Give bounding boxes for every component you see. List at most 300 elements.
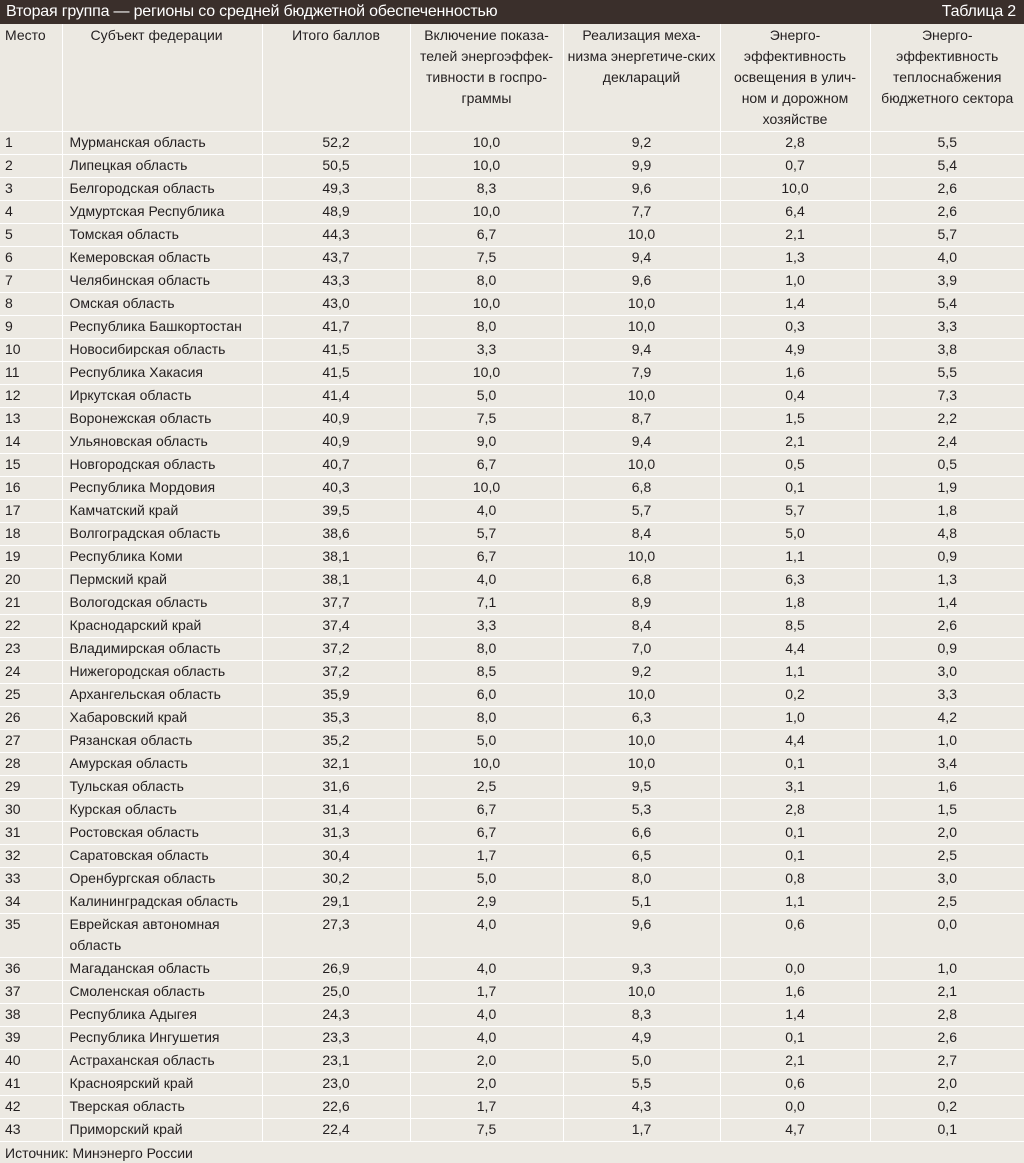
cell-declarations: 9,9 [563, 155, 720, 178]
cell-programs: 5,0 [410, 730, 563, 753]
cell-programs: 4,0 [410, 958, 563, 981]
table-row [0, 178, 1024, 201]
cell-heating: 7,3 [870, 385, 1024, 408]
cell-programs: 9,0 [410, 431, 563, 454]
cell-subject: Саратовская область [62, 845, 262, 868]
cell-declarations: 5,1 [563, 891, 720, 914]
cell-place: 40 [0, 1050, 62, 1073]
cell-lighting: 4,4 [720, 638, 870, 661]
cell-declarations: 8,4 [563, 523, 720, 546]
cell-total: 27,3 [262, 914, 410, 958]
cell-place: 42 [0, 1096, 62, 1119]
cell-heating: 3,0 [870, 661, 1024, 684]
cell-lighting: 2,8 [720, 799, 870, 822]
table-body [0, 132, 1024, 1142]
cell-subject: Калининградская область [62, 891, 262, 914]
cell-lighting: 1,6 [720, 981, 870, 1004]
cell-subject: Краснодарский край [62, 615, 262, 638]
cell-lighting: 1,1 [720, 891, 870, 914]
cell-total: 23,0 [262, 1073, 410, 1096]
cell-total: 41,5 [262, 362, 410, 385]
table-row [0, 500, 1024, 523]
cell-lighting: 0,1 [720, 753, 870, 776]
table-row [0, 958, 1024, 981]
cell-programs: 7,1 [410, 592, 563, 615]
header-programs: Включение показа-телей энергоэффек-тивности в госпро-граммы [410, 24, 563, 132]
cell-place: 4 [0, 201, 62, 224]
cell-heating: 2,5 [870, 845, 1024, 868]
cell-subject: Кемеровская область [62, 247, 262, 270]
cell-declarations: 9,6 [563, 270, 720, 293]
header-total: Итого баллов [262, 24, 410, 132]
cell-subject: Челябинская область [62, 270, 262, 293]
cell-heating: 0,0 [870, 914, 1024, 958]
cell-lighting: 1,8 [720, 592, 870, 615]
cell-programs: 2,0 [410, 1073, 563, 1096]
cell-heating: 0,1 [870, 1119, 1024, 1142]
cell-heating: 3,8 [870, 339, 1024, 362]
cell-total: 35,2 [262, 730, 410, 753]
cell-declarations: 8,3 [563, 1004, 720, 1027]
cell-total: 37,2 [262, 638, 410, 661]
cell-programs: 5,0 [410, 868, 563, 891]
cell-programs: 10,0 [410, 155, 563, 178]
cell-total: 40,7 [262, 454, 410, 477]
cell-programs: 7,5 [410, 408, 563, 431]
table-row [0, 914, 1024, 958]
cell-total: 31,4 [262, 799, 410, 822]
cell-declarations: 9,4 [563, 247, 720, 270]
cell-lighting: 1,3 [720, 247, 870, 270]
cell-subject: Республика Адыгея [62, 1004, 262, 1027]
cell-subject: Республика Мордовия [62, 477, 262, 500]
table-row [0, 661, 1024, 684]
cell-lighting: 8,5 [720, 615, 870, 638]
cell-lighting: 1,1 [720, 661, 870, 684]
cell-place: 35 [0, 914, 62, 958]
cell-place: 9 [0, 316, 62, 339]
table-row [0, 454, 1024, 477]
cell-declarations: 8,0 [563, 868, 720, 891]
cell-subject: Ростовская область [62, 822, 262, 845]
table-row [0, 431, 1024, 454]
cell-declarations: 6,8 [563, 477, 720, 500]
cell-programs: 4,0 [410, 569, 563, 592]
cell-declarations: 10,0 [563, 981, 720, 1004]
cell-subject: Рязанская область [62, 730, 262, 753]
cell-lighting: 1,5 [720, 408, 870, 431]
cell-place: 41 [0, 1073, 62, 1096]
cell-subject: Иркутская область [62, 385, 262, 408]
cell-total: 40,3 [262, 477, 410, 500]
cell-subject: Новосибирская область [62, 339, 262, 362]
table-row [0, 569, 1024, 592]
table-row [0, 362, 1024, 385]
cell-total: 52,2 [262, 132, 410, 155]
cell-total: 44,3 [262, 224, 410, 247]
cell-total: 22,6 [262, 1096, 410, 1119]
table-row [0, 201, 1024, 224]
table-row [0, 592, 1024, 615]
cell-programs: 7,5 [410, 1119, 563, 1142]
cell-place: 22 [0, 615, 62, 638]
cell-place: 39 [0, 1027, 62, 1050]
cell-heating: 1,6 [870, 776, 1024, 799]
cell-place: 1 [0, 132, 62, 155]
cell-total: 26,9 [262, 958, 410, 981]
cell-place: 23 [0, 638, 62, 661]
cell-heating: 5,5 [870, 362, 1024, 385]
cell-subject: Республика Ингушетия [62, 1027, 262, 1050]
cell-place: 26 [0, 707, 62, 730]
cell-programs: 6,7 [410, 546, 563, 569]
cell-subject: Хабаровский край [62, 707, 262, 730]
cell-declarations: 9,4 [563, 339, 720, 362]
cell-total: 38,6 [262, 523, 410, 546]
table-row [0, 1096, 1024, 1119]
cell-lighting: 6,3 [720, 569, 870, 592]
cell-declarations: 4,9 [563, 1027, 720, 1050]
cell-declarations: 9,2 [563, 132, 720, 155]
cell-subject: Удмуртская Республика [62, 201, 262, 224]
cell-place: 36 [0, 958, 62, 981]
cell-lighting: 2,1 [720, 431, 870, 454]
cell-lighting: 1,4 [720, 293, 870, 316]
cell-heating: 5,4 [870, 155, 1024, 178]
cell-programs: 6,0 [410, 684, 563, 707]
cell-lighting: 1,0 [720, 270, 870, 293]
cell-total: 39,5 [262, 500, 410, 523]
cell-total: 23,3 [262, 1027, 410, 1050]
cell-programs: 2,9 [410, 891, 563, 914]
table-row [0, 523, 1024, 546]
cell-subject: Пермский край [62, 569, 262, 592]
cell-programs: 4,0 [410, 1004, 563, 1027]
cell-heating: 3,3 [870, 316, 1024, 339]
cell-total: 38,1 [262, 569, 410, 592]
cell-subject: Ульяновская область [62, 431, 262, 454]
cell-programs: 6,7 [410, 799, 563, 822]
table-row [0, 753, 1024, 776]
cell-programs: 3,3 [410, 615, 563, 638]
cell-heating: 5,5 [870, 132, 1024, 155]
cell-place: 19 [0, 546, 62, 569]
cell-declarations: 5,7 [563, 500, 720, 523]
cell-subject: Мурманская область [62, 132, 262, 155]
cell-heating: 3,4 [870, 753, 1024, 776]
cell-total: 40,9 [262, 408, 410, 431]
cell-programs: 6,7 [410, 822, 563, 845]
cell-programs: 8,0 [410, 638, 563, 661]
cell-total: 41,7 [262, 316, 410, 339]
cell-place: 27 [0, 730, 62, 753]
cell-place: 30 [0, 799, 62, 822]
cell-heating: 2,6 [870, 178, 1024, 201]
table-row [0, 408, 1024, 431]
cell-heating: 0,9 [870, 546, 1024, 569]
cell-lighting: 1,4 [720, 1004, 870, 1027]
cell-subject: Владимирская область [62, 638, 262, 661]
cell-lighting: 4,9 [720, 339, 870, 362]
cell-programs: 10,0 [410, 132, 563, 155]
cell-declarations: 8,4 [563, 615, 720, 638]
cell-declarations: 9,6 [563, 914, 720, 958]
cell-place: 3 [0, 178, 62, 201]
cell-total: 31,6 [262, 776, 410, 799]
cell-place: 6 [0, 247, 62, 270]
cell-programs: 10,0 [410, 201, 563, 224]
cell-place: 20 [0, 569, 62, 592]
cell-declarations: 9,2 [563, 661, 720, 684]
table-row [0, 776, 1024, 799]
cell-place: 25 [0, 684, 62, 707]
cell-declarations: 9,5 [563, 776, 720, 799]
cell-heating: 4,0 [870, 247, 1024, 270]
cell-lighting: 5,7 [720, 500, 870, 523]
header-row [0, 24, 1024, 132]
cell-heating: 0,5 [870, 454, 1024, 477]
cell-heating: 2,5 [870, 891, 1024, 914]
cell-heating: 1,0 [870, 730, 1024, 753]
table-row [0, 730, 1024, 753]
table-row [0, 1073, 1024, 1096]
cell-subject: Вологодская область [62, 592, 262, 615]
cell-programs: 1,7 [410, 845, 563, 868]
cell-subject: Приморский край [62, 1119, 262, 1142]
table-row [0, 707, 1024, 730]
cell-total: 37,7 [262, 592, 410, 615]
cell-heating: 1,0 [870, 958, 1024, 981]
cell-total: 25,0 [262, 981, 410, 1004]
cell-declarations: 8,9 [563, 592, 720, 615]
cell-programs: 10,0 [410, 477, 563, 500]
cell-subject: Амурская область [62, 753, 262, 776]
cell-lighting: 1,6 [720, 362, 870, 385]
cell-declarations: 1,7 [563, 1119, 720, 1142]
cell-subject: Курская область [62, 799, 262, 822]
header-lighting: Энерго-эффективность освещения в улич-ном и дорожном хозяйстве [720, 24, 870, 132]
cell-total: 29,1 [262, 891, 410, 914]
cell-subject: Архангельская область [62, 684, 262, 707]
cell-lighting: 0,0 [720, 958, 870, 981]
table-row [0, 891, 1024, 914]
cell-declarations: 6,5 [563, 845, 720, 868]
cell-lighting: 0,5 [720, 454, 870, 477]
cell-subject: Липецкая область [62, 155, 262, 178]
cell-heating: 2,1 [870, 981, 1024, 1004]
cell-subject: Томская область [62, 224, 262, 247]
cell-lighting: 4,7 [720, 1119, 870, 1142]
table-row [0, 316, 1024, 339]
cell-lighting: 2,8 [720, 132, 870, 155]
table-title: Вторая группа — регионы со средней бюджетной обеспеченностью [6, 3, 498, 20]
cell-total: 32,1 [262, 753, 410, 776]
cell-total: 37,2 [262, 661, 410, 684]
cell-total: 22,4 [262, 1119, 410, 1142]
header-place: Место [0, 24, 62, 132]
table-row [0, 615, 1024, 638]
cell-subject: Воронежская область [62, 408, 262, 431]
data-table [0, 24, 1024, 1142]
cell-lighting: 0,1 [720, 477, 870, 500]
table-label: Таблица 2 [941, 3, 1016, 20]
table-row [0, 293, 1024, 316]
cell-place: 10 [0, 339, 62, 362]
cell-lighting: 1,0 [720, 707, 870, 730]
cell-heating: 1,4 [870, 592, 1024, 615]
cell-programs: 4,0 [410, 914, 563, 958]
cell-lighting: 3,1 [720, 776, 870, 799]
cell-declarations: 10,0 [563, 546, 720, 569]
cell-heating: 1,5 [870, 799, 1024, 822]
table-row [0, 1119, 1024, 1142]
cell-place: 43 [0, 1119, 62, 1142]
cell-total: 50,5 [262, 155, 410, 178]
cell-programs: 4,0 [410, 500, 563, 523]
cell-declarations: 5,0 [563, 1050, 720, 1073]
cell-heating: 5,7 [870, 224, 1024, 247]
cell-subject: Омская область [62, 293, 262, 316]
table-row [0, 155, 1024, 178]
table-row [0, 132, 1024, 155]
cell-declarations: 10,0 [563, 753, 720, 776]
cell-lighting: 0,1 [720, 822, 870, 845]
table-row [0, 385, 1024, 408]
cell-heating: 1,3 [870, 569, 1024, 592]
cell-heating: 2,4 [870, 431, 1024, 454]
cell-place: 12 [0, 385, 62, 408]
cell-place: 31 [0, 822, 62, 845]
cell-heating: 0,9 [870, 638, 1024, 661]
cell-lighting: 0,7 [720, 155, 870, 178]
table-row [0, 247, 1024, 270]
cell-place: 29 [0, 776, 62, 799]
cell-place: 28 [0, 753, 62, 776]
cell-place: 21 [0, 592, 62, 615]
cell-declarations: 10,0 [563, 385, 720, 408]
cell-programs: 7,5 [410, 247, 563, 270]
table-row [0, 339, 1024, 362]
header-declarations: Реализация меха-низма энергетиче-ских деклараций [563, 24, 720, 132]
table-row [0, 224, 1024, 247]
cell-place: 17 [0, 500, 62, 523]
cell-subject: Астраханская область [62, 1050, 262, 1073]
cell-total: 41,5 [262, 339, 410, 362]
table-row [0, 546, 1024, 569]
cell-total: 24,3 [262, 1004, 410, 1027]
cell-heating: 4,2 [870, 707, 1024, 730]
cell-heating: 5,4 [870, 293, 1024, 316]
cell-programs: 8,5 [410, 661, 563, 684]
table-row [0, 1027, 1024, 1050]
table-row [0, 799, 1024, 822]
cell-place: 34 [0, 891, 62, 914]
cell-heating: 2,7 [870, 1050, 1024, 1073]
cell-total: 35,3 [262, 707, 410, 730]
cell-place: 18 [0, 523, 62, 546]
cell-declarations: 4,3 [563, 1096, 720, 1119]
cell-lighting: 0,0 [720, 1096, 870, 1119]
cell-lighting: 2,1 [720, 1050, 870, 1073]
cell-subject: Республика Коми [62, 546, 262, 569]
header-heating: Энерго-эффективность теплоснабжения бюджетного сектора [870, 24, 1024, 132]
cell-declarations: 10,0 [563, 730, 720, 753]
cell-subject: Новгородская область [62, 454, 262, 477]
table-row [0, 868, 1024, 891]
cell-lighting: 1,1 [720, 546, 870, 569]
cell-programs: 2,0 [410, 1050, 563, 1073]
cell-place: 2 [0, 155, 62, 178]
table-row [0, 981, 1024, 1004]
cell-heating: 2,6 [870, 615, 1024, 638]
title-bar [0, 0, 1024, 24]
cell-subject: Смоленская область [62, 981, 262, 1004]
cell-declarations: 6,3 [563, 707, 720, 730]
cell-subject: Республика Башкортостан [62, 316, 262, 339]
table-row [0, 1004, 1024, 1027]
cell-place: 16 [0, 477, 62, 500]
cell-subject: Волгоградская область [62, 523, 262, 546]
cell-lighting: 0,6 [720, 1073, 870, 1096]
cell-declarations: 6,8 [563, 569, 720, 592]
cell-declarations: 10,0 [563, 316, 720, 339]
cell-heating: 0,2 [870, 1096, 1024, 1119]
cell-lighting: 0,1 [720, 1027, 870, 1050]
cell-total: 30,4 [262, 845, 410, 868]
cell-place: 24 [0, 661, 62, 684]
cell-programs: 5,7 [410, 523, 563, 546]
cell-programs: 3,3 [410, 339, 563, 362]
cell-programs: 1,7 [410, 1096, 563, 1119]
table-row [0, 822, 1024, 845]
cell-subject: Камчатский край [62, 500, 262, 523]
cell-total: 48,9 [262, 201, 410, 224]
cell-heating: 4,8 [870, 523, 1024, 546]
cell-total: 49,3 [262, 178, 410, 201]
cell-declarations: 10,0 [563, 684, 720, 707]
table-row [0, 270, 1024, 293]
cell-place: 7 [0, 270, 62, 293]
cell-place: 5 [0, 224, 62, 247]
cell-lighting: 0,4 [720, 385, 870, 408]
cell-declarations: 9,4 [563, 431, 720, 454]
cell-subject: Магаданская область [62, 958, 262, 981]
cell-total: 43,3 [262, 270, 410, 293]
cell-subject: Тульская область [62, 776, 262, 799]
cell-total: 37,4 [262, 615, 410, 638]
cell-heating: 2,0 [870, 822, 1024, 845]
cell-declarations: 8,7 [563, 408, 720, 431]
cell-lighting: 10,0 [720, 178, 870, 201]
cell-lighting: 4,4 [720, 730, 870, 753]
cell-subject: Оренбургская область [62, 868, 262, 891]
cell-declarations: 7,9 [563, 362, 720, 385]
cell-declarations: 10,0 [563, 224, 720, 247]
cell-heating: 2,0 [870, 1073, 1024, 1096]
cell-place: 32 [0, 845, 62, 868]
cell-programs: 8,0 [410, 707, 563, 730]
cell-declarations: 9,6 [563, 178, 720, 201]
cell-programs: 1,7 [410, 981, 563, 1004]
cell-programs: 6,7 [410, 454, 563, 477]
cell-place: 15 [0, 454, 62, 477]
cell-declarations: 5,3 [563, 799, 720, 822]
cell-programs: 10,0 [410, 753, 563, 776]
cell-heating: 1,9 [870, 477, 1024, 500]
cell-declarations: 10,0 [563, 293, 720, 316]
table-row [0, 845, 1024, 868]
cell-subject: Красноярский край [62, 1073, 262, 1096]
